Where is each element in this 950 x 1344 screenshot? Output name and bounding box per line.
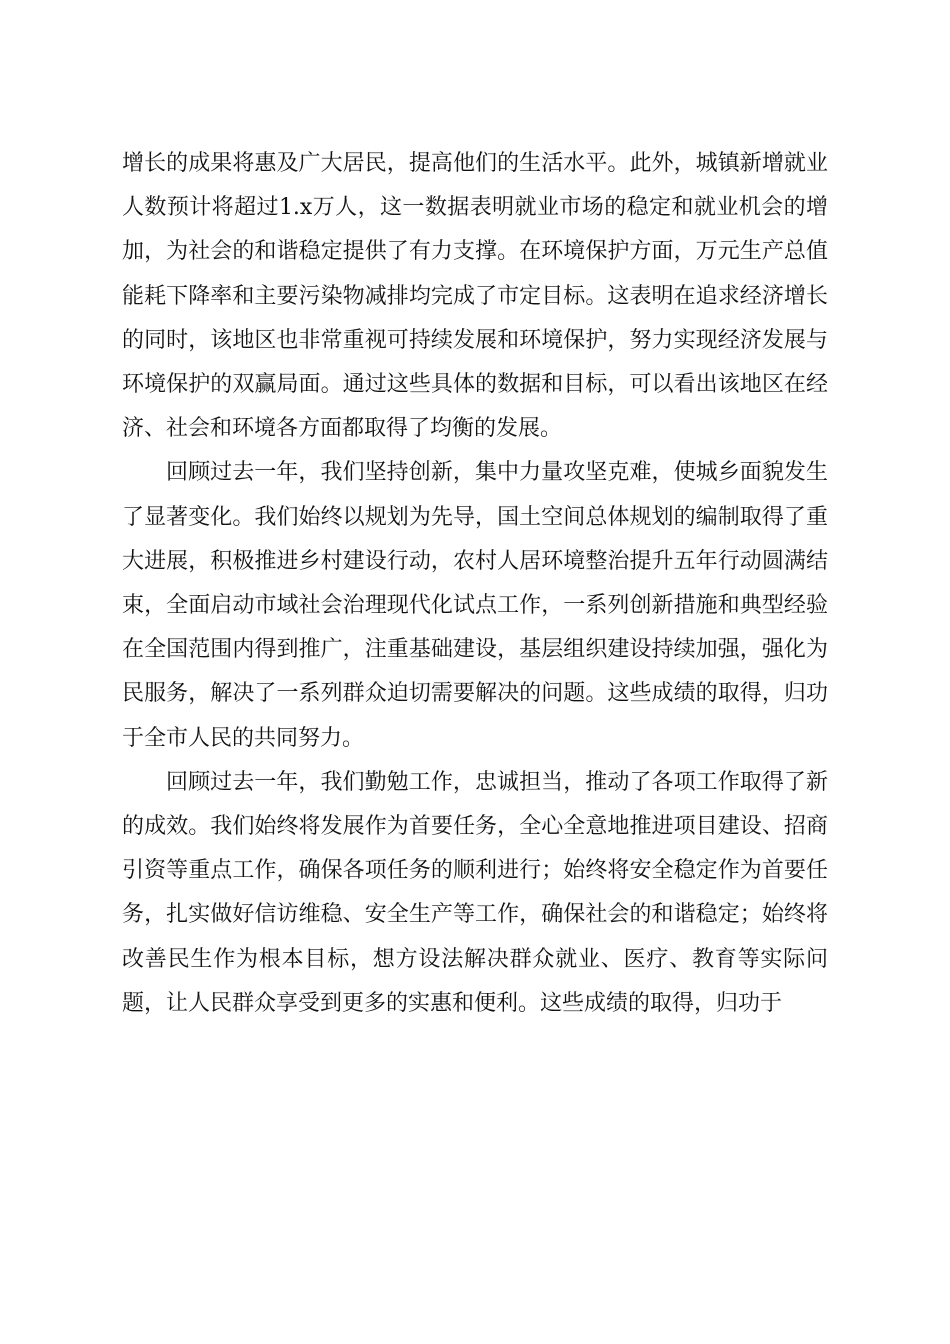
paragraph-innovation: 回顾过去一年，我们坚持创新，集中力量攻坚克难，使城乡面貌发生了显著变化。我们始终以规划为先导，国土空间总体规划的编制取得了重大进展，积极推进乡村建设行动，农村人居环境整治提升五年行动圆满结束，全面启动市域社会治理现代化试点工作，一系列创新措施和典型经验在全国范围内得到推广，注重基础建设，基层组织建设持续加强，强化为民服务，解决了一系列群众迫切需要解决的问题。这些成绩的取得，归功于全市人民的共同努力。 (122, 460, 828, 751)
paragraph-continuation: 增长的成果将惠及广大居民，提高他们的生活水平。此外，城镇新增就业人数预计将超过1.x万人，这一数据表明就业市场的稳定和就业机会的增加，为社会的和谐稳定提供了有力支撑。在环境保护方面，万元生产总值能耗下降率和主要污染物减排均完成了市定目标。这表明在追求经济增长的同时，该地区也非常重视可持续发展和环境保护，努力实现经济发展与环境保护的双赢局面。通过这些具体的数据和目标，可以看出该地区在经济、社会和环境各方面都取得了均衡的发展。 (122, 151, 828, 442)
body-text (122, 142, 828, 1026)
paragraph-diligence: 回顾过去一年，我们勤勉工作，忠诚担当，推动了各项工作取得了新的成效。我们始终将发展作为首要任务，全心全意地推进项目建设、招商引资等重点工作，确保各项任务的顺利进行；始终将安全稳定作为首要任务，扎实做好信访维稳、安全生产等工作，确保社会的和谐稳定；始终将改善民生作为根本目标，想方设法解决群众就业、医疗、教育等实际问题，让人民群众享受到更多的实惠和便利。这些成绩的取得，归功于 (122, 769, 828, 1016)
